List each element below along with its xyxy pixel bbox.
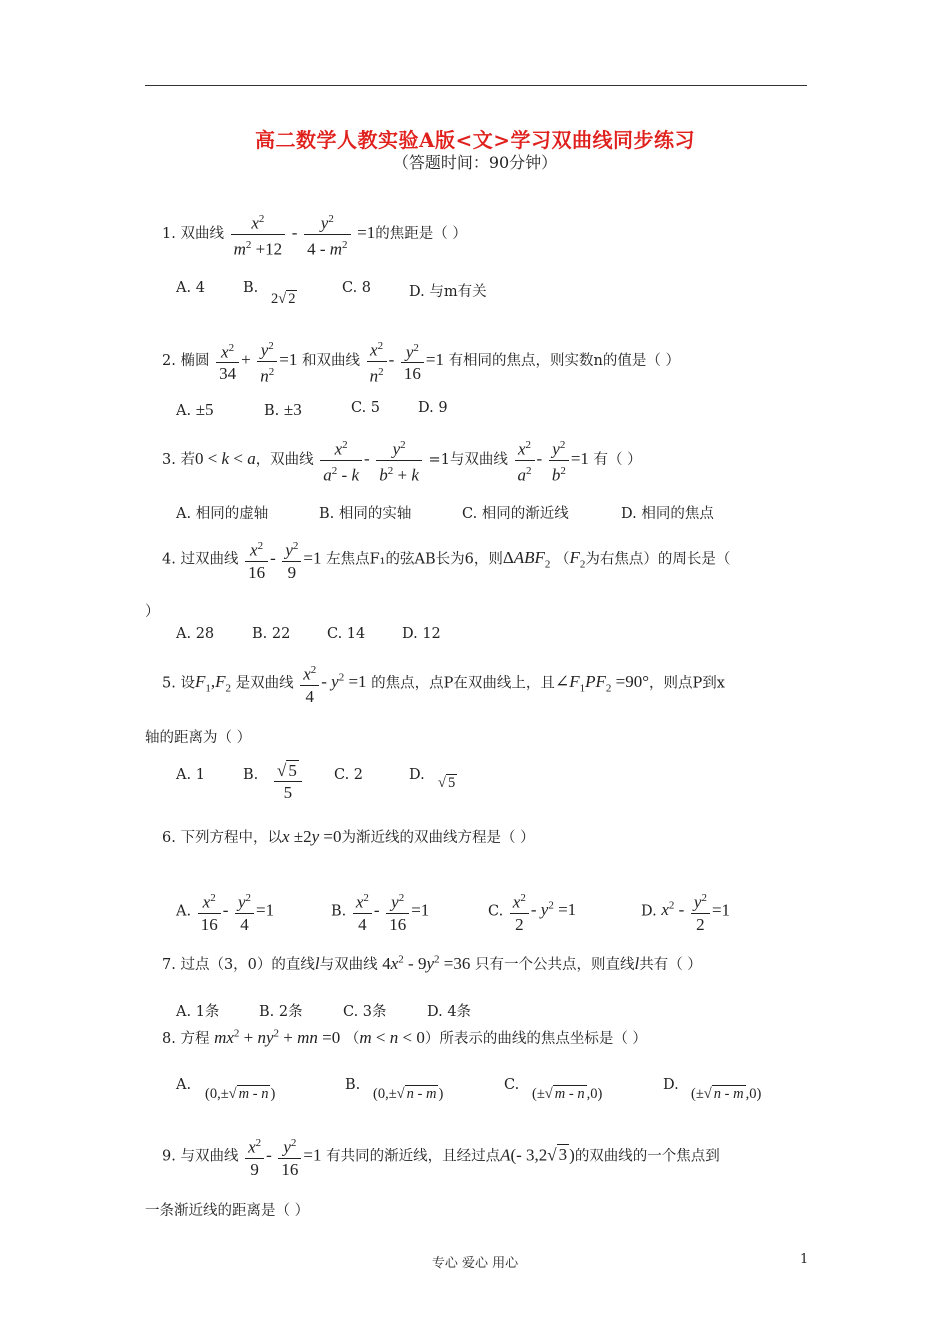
question-8: 8. 方程 $mx^2 + ny^2$ + mn =0 （m < n < 0）所表示的曲线的焦点坐标是（ ） [162, 1027, 647, 1047]
question-4: 4. 过双曲线 $\frac{x^2}{16}$ - $\frac{y^2}{9}$ =1 左焦点F₁的弦AB长为6，则$\Delta ABF_2$ （$F_2$为右焦点）的周长是（ [162, 536, 730, 583]
q2-option-b: B. ±3 [264, 400, 302, 419]
q6-option-b: B. $\frac{x^2}{4}$ - $\frac{y^2}{16}$ =1 [331, 888, 429, 935]
q2-mid: 和双曲线 [301, 353, 360, 370]
q7-option-d: D. 4条 [427, 1004, 472, 1020]
q1-frac-2: $\frac{y^2}{4 - m^2}$ [304, 209, 350, 259]
q8-option-a: A. [176, 1077, 192, 1093]
q8-option-a-value: (0,±√ m - n ) [205, 1086, 276, 1102]
q8-option-c-value: (±√ m - n ,0) [532, 1086, 603, 1102]
q4-option-d: D. 12 [402, 626, 441, 642]
q4-option-a: A. 28 [176, 626, 215, 642]
q8-option-c: C. [504, 1077, 520, 1093]
q1-option-a: A. 4 [176, 280, 205, 296]
q2-label: 2. 椭圆 [162, 353, 210, 370]
q3-option-a: A. 相同的虚轴 [176, 506, 269, 522]
q5-option-d-value: √ 5 [438, 775, 456, 791]
question-6: 6. 下列方程中，以x ±2y =0为渐近线的双曲线方程是（ ） [162, 827, 535, 846]
q6-option-c: C. $\frac{x^2}{2}$ - $y^2 =1$ [488, 888, 576, 935]
question-7: 7. 过点（3，0）的直线l与双曲线 $4x^2 - 9y^2 =36$ 只有一个公共点，则直线l共有（ ） [162, 953, 702, 973]
q1-option-b-value: 2√ 2 [271, 291, 296, 307]
q3-option-d: D. 相同的焦点 [621, 506, 714, 522]
page-subtitle: （答题时间：90分钟） [392, 153, 558, 172]
q7-option-a: A. 1条 [176, 1004, 220, 1020]
q5-option-b: B. [243, 767, 259, 783]
q5-option-a: A. 1 [176, 767, 205, 783]
question-2: 2. 椭圆 $\frac{x^2}{34}$ + $\frac{y^2}{n^2}$ =1 和双曲线 $\frac{x^2}{n^2}$ - $\frac{y^2}{16}$ =1 有相同的焦点，则实数n的值是（ ） [162, 336, 680, 386]
q2-option-d: D. 9 [418, 400, 448, 416]
q5-option-d: D. [409, 767, 425, 783]
q4-wrap: ） [145, 604, 160, 620]
page-title: 高二数学人教实验A版<文>学习双曲线同步练习 [254, 128, 696, 152]
q1-frac-1: $\frac{x^2}{m^2 +12}$ [231, 209, 286, 259]
q3-option-c: C. 相同的渐近线 [462, 506, 569, 522]
q7-option-b: B. 2条 [259, 1004, 303, 1020]
q2-tail: 有相同的焦点，则实数n的值是（ ） [448, 353, 681, 370]
q2-option-a: A. ±5 [176, 400, 214, 419]
q9-wrap: 一条渐近线的距离是（ ） [145, 1203, 310, 1219]
q8-option-b: B. [345, 1077, 361, 1093]
q5-option-b-value: $\frac{√ 5}{5}$ [272, 760, 304, 803]
q7-option-c: C. 3条 [343, 1004, 387, 1020]
q4-option-b: B. 22 [252, 626, 291, 642]
q6-option-d: D. $x^2$ - $\frac{y^2}{2}$ =1 [641, 888, 730, 935]
question-9: 9. 与双曲线 $\frac{x^2}{9}$ - $\frac{y^2}{16}$ =1 有共同的渐近线，且经过点A(- 3,2√ 3 )的双曲线的一个焦点到 [162, 1133, 720, 1180]
q8-option-b-value: (0,±√ n - m ) [373, 1086, 444, 1102]
q3-option-b: B. 相同的实轴 [319, 506, 412, 522]
page-number: 1 [800, 1252, 809, 1267]
q1-option-b: B. [243, 280, 259, 296]
q8-option-d: D. [663, 1077, 679, 1093]
q8-option-d-value: (±√ n - m ,0) [691, 1086, 762, 1102]
q6-option-a: A. $\frac{x^2}{16}$ - $\frac{y^2}{4}$ =1 [176, 888, 274, 935]
q5-option-c: C. 2 [334, 767, 364, 783]
header-rule [145, 85, 807, 86]
question-5: 5. 设$F_1,F_2$ 是双曲线 $\frac{x^2}{4}$ - $y^2 =1$ 的焦点，点P在双曲线上，且$\angle F_1PF_2 =90^\circ$，则点P到x [162, 660, 725, 707]
footer-text: 专心 爱心 用心 [431, 1256, 519, 1271]
q2-option-c: C. 5 [351, 400, 381, 416]
q1-option-c: C. 8 [342, 280, 372, 296]
question-1: 1. 双曲线 $\frac{x^2}{m^2 +12}$ - $\frac{y^2}{4 - m^2}$ =1的焦距是（ ） [162, 209, 467, 259]
q1-tail: 的焦距是（ ） [375, 226, 467, 243]
q1-option-d: D. 与m有关 [409, 284, 487, 300]
q5-wrap: 轴的距离为（ ） [145, 730, 252, 746]
question-3: 3. 若0 < k < a，双曲线 $\frac{x^2}{a^2 - k}$ - $\frac{y^2}{b^2 + k}$ =1与双曲线 $\frac{x^2}{a^2}$ - $\frac{y^2}{b^2}$ =1 有（ ） [162, 435, 642, 485]
q4-option-c: C. 14 [327, 626, 366, 642]
q1-label: 1. 双曲线 [162, 226, 224, 243]
